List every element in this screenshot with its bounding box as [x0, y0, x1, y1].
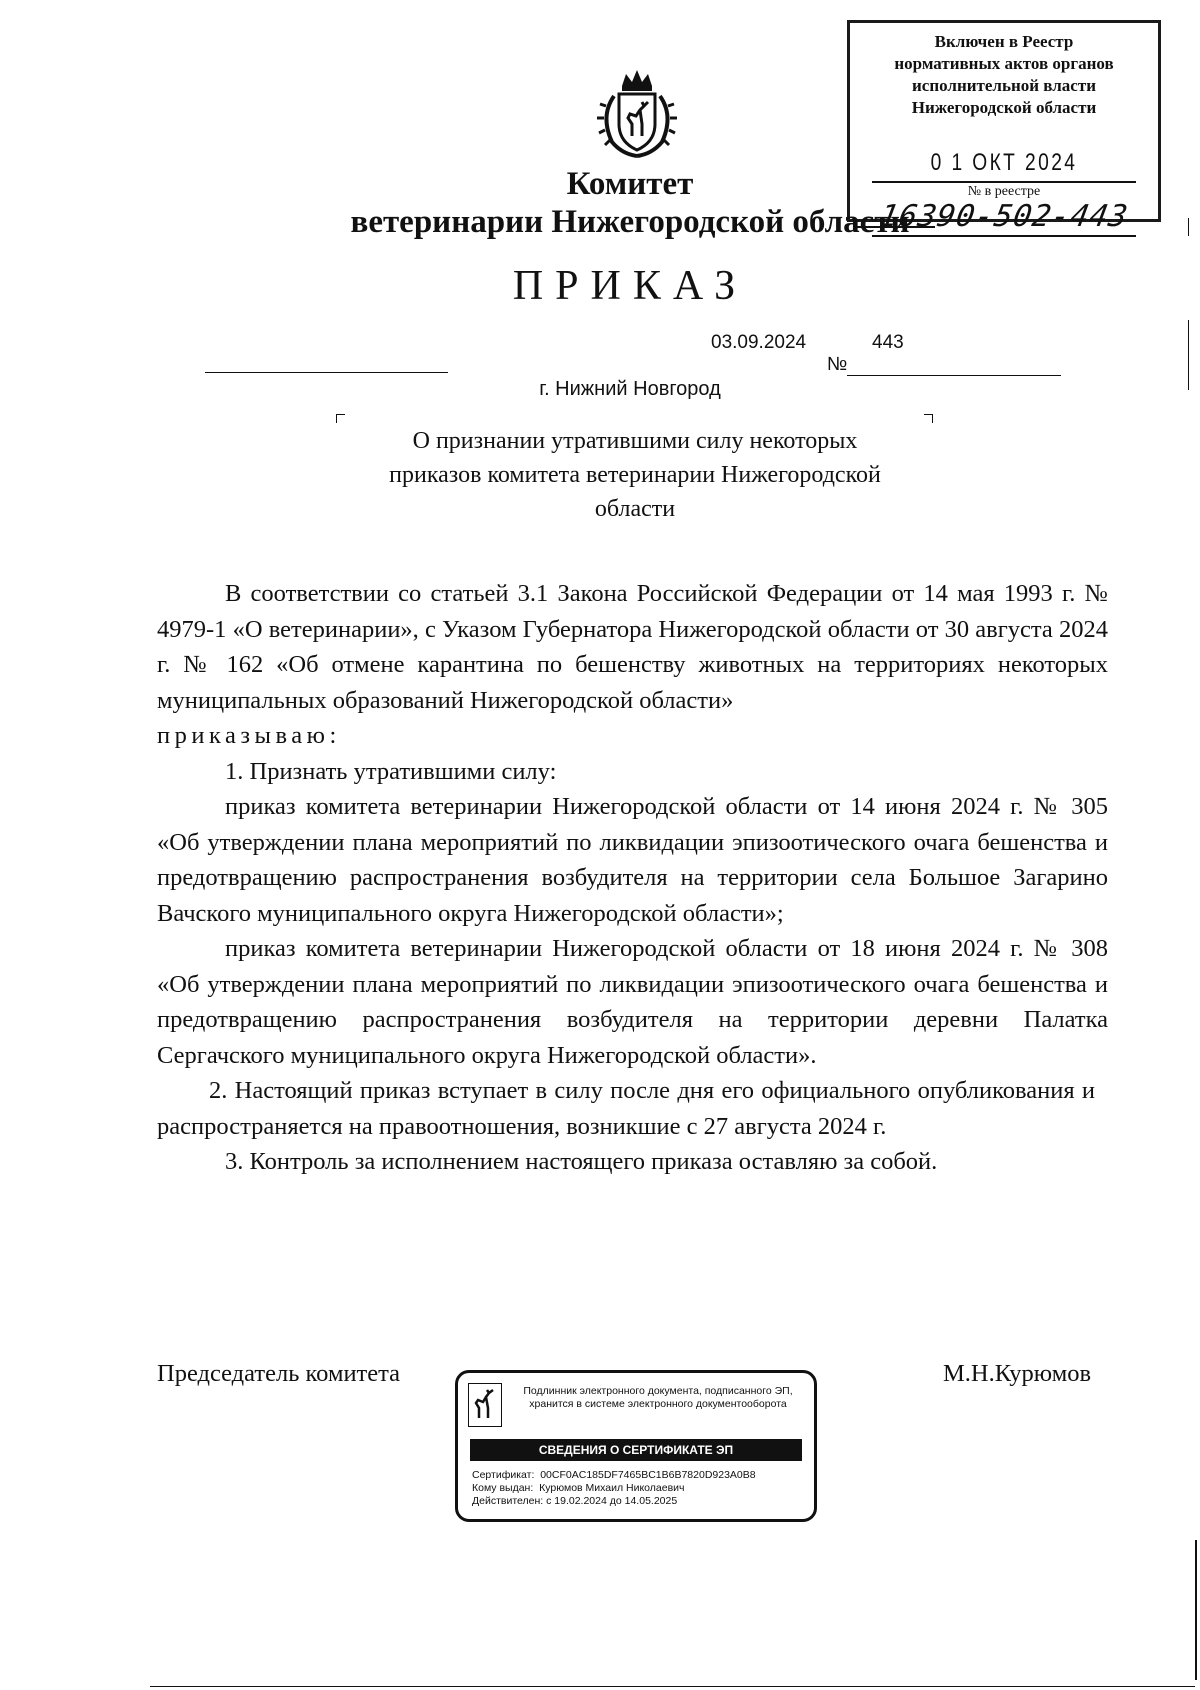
item-3: 3. Контроль за исполнением настоящего приказа оставляю за собой.: [225, 1148, 938, 1175]
item-1-b: приказ комитета ветеринарии Нижегородской области от 18 июня 2024 г. № 308 «Об утверждении плана мероприятий по ликвидации эпизоотического очага бешенства и предотвращению распространения возбудителя на территории деревни Палатка Сергачского муниципального округа Нижегородской области».: [157, 935, 1108, 1069]
stamp-overlap-line: [855, 226, 935, 228]
order-subject: [340, 424, 930, 526]
esig-note-line: хранится в системе электронного документооборота: [529, 1398, 787, 1410]
registry-stamp-line: Включен в Реестр: [934, 32, 1074, 51]
item-1-a: приказ комитета ветеринарии Нижегородской области от 14 июня 2024 г. № 305 «Об утверждении плана мероприятий по ликвидации эпизоотического очага бешенства и предотвращению распространения возбудителя на территории села Большое Загарино Вачского муниципального округа Нижегородской области»;: [157, 793, 1108, 927]
scan-edge-mark: [1188, 218, 1189, 236]
scan-edge-mark: [150, 1686, 1195, 1687]
orders-word: приказываю:: [157, 722, 341, 749]
coat-of-arms-deer-icon: [592, 66, 682, 162]
order-number: 443: [872, 332, 904, 353]
signatory-role: Председатель комитета: [157, 1360, 401, 1387]
esig-issued-to-row: [472, 1482, 756, 1495]
registry-stamp-line: исполнительной власти: [912, 76, 1096, 95]
document-type-title: ПРИКАЗ: [512, 263, 748, 309]
registry-stamp-text: [850, 31, 1158, 119]
esig-certificate-row: [472, 1469, 756, 1482]
esig-value: с 19.02.2024 до 14.05.2025: [546, 1495, 678, 1507]
subject-line: приказов комитета ветеринарии Нижегородской: [389, 462, 881, 488]
number-sign: №: [827, 354, 848, 375]
item-1-title: 1. Признать утратившими силу:: [225, 757, 557, 785]
preamble: В соответствии со статьей 3.1 Закона Российской Федерации от 14 мая 1993 г. № 4979-1 «О ветеринарии», с Указом Губернатора Нижегородской области от 30 августа 2024 г. № 162 «Об отмене карантина по бешенству животных на территориях некоторых муниципальных образований Нижегородской области»: [157, 580, 1108, 714]
subject-line: области: [594, 496, 676, 522]
electronic-signature-stamp: [455, 1370, 817, 1522]
esig-label: Действителен:: [472, 1495, 544, 1507]
registry-number-label: № в реестре: [967, 184, 1041, 199]
scan-edge-mark: [1195, 1540, 1197, 1680]
deer-emblem-icon: [468, 1383, 502, 1427]
committee-name-line2: ветеринарии Нижегородской области: [350, 204, 910, 240]
esig-original-note: [508, 1385, 808, 1411]
registry-number: 16390-502-443: [876, 199, 1131, 234]
committee-name-line1: Комитет: [566, 166, 694, 202]
subject-corner-mark: [924, 414, 933, 423]
scan-edge-mark: [1188, 320, 1189, 390]
number-underline: [847, 375, 1061, 376]
esig-certificate-header: СВЕДЕНИЯ О СЕРТИФИКАТЕ ЭП: [470, 1439, 802, 1461]
registry-stamp-date: 0 1 ОКТ 2024: [930, 149, 1078, 176]
esig-value: Курюмов Михаил Николаевич: [539, 1482, 685, 1494]
order-date: 03.09.2024: [711, 332, 807, 353]
registry-stamp-line: Нижегородской области: [911, 98, 1097, 117]
esig-label: Кому выдан:: [472, 1482, 534, 1494]
subject-line: О признании утратившими силу некоторых: [412, 428, 858, 454]
esig-valid-row: [472, 1495, 756, 1508]
esig-value: 00CF0AC185DF7465BC1B6B7820D923A0B8: [540, 1469, 756, 1481]
subject-corner-mark: [336, 414, 345, 423]
registry-stamp-line: нормативных актов органов: [894, 54, 1114, 73]
order-body: [157, 576, 1108, 1180]
signatory-name: М.Н.Курюмов: [943, 1360, 1092, 1387]
item-2: 2. Настоящий приказ вступает в силу после дня его официального опубликования и распространяется на правоотношения, возникшие с 27 августа 2024 г.: [157, 1077, 1095, 1140]
date-underline: [205, 372, 448, 373]
esig-certificate-details: [472, 1469, 756, 1508]
city: г. Нижний Новгород: [539, 378, 721, 400]
esig-note-line: Подлинник электронного документа, подписанного ЭП,: [523, 1385, 793, 1397]
esig-label: Сертификат:: [472, 1469, 535, 1481]
